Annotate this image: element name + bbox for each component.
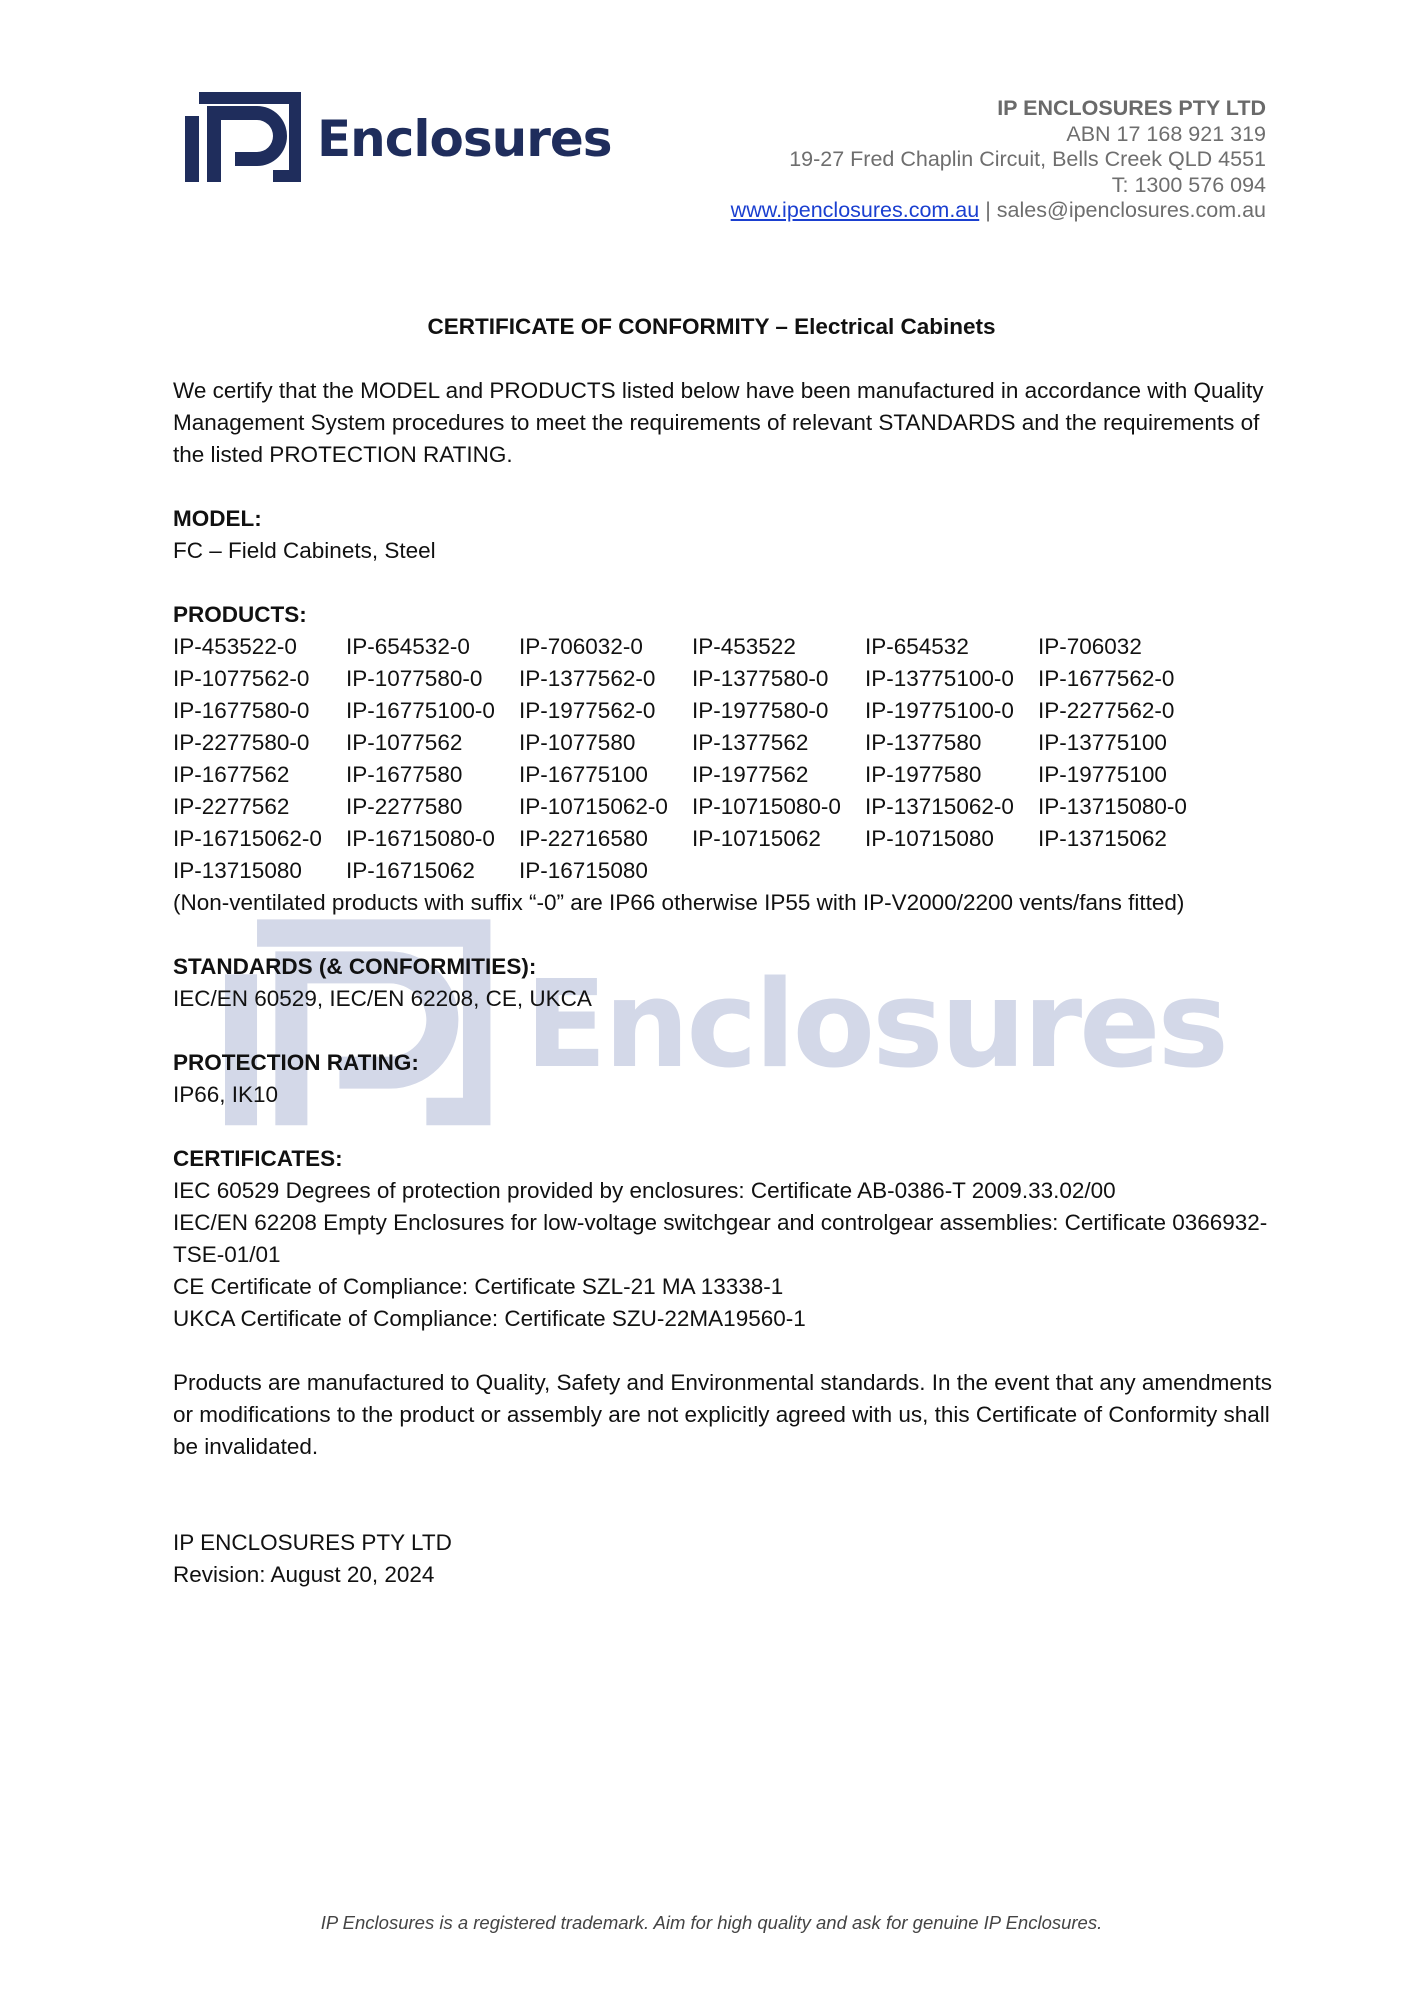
product-code: IP-16775100-0 bbox=[346, 698, 495, 723]
product-code: IP-13715062-0 bbox=[865, 794, 1014, 819]
product-code: IP-1677580-0 bbox=[173, 698, 310, 723]
product-code: IP-1977580 bbox=[865, 762, 982, 787]
product-code: IP-1377562 bbox=[692, 730, 809, 755]
product-code: IP-16775100 bbox=[519, 762, 648, 787]
product-code: IP-1977562 bbox=[692, 762, 809, 787]
product-code: IP-1977562-0 bbox=[519, 698, 656, 723]
product-code: IP-13775100 bbox=[1038, 730, 1167, 755]
signoff-company: IP ENCLOSURES PTY LTD bbox=[173, 1530, 452, 1555]
product-code: IP-16715062-0 bbox=[173, 826, 322, 851]
product-code: IP-1377580-0 bbox=[692, 666, 829, 691]
company-abn: ABN 17 168 921 319 bbox=[1066, 121, 1266, 146]
trademark-footer: IP Enclosures is a registered trademark. Aim for high quality and ask for genuine IP Enclosures. bbox=[320, 1912, 1103, 1933]
product-code: IP-16715080 bbox=[519, 858, 648, 883]
product-code: IP-654532-0 bbox=[346, 634, 470, 659]
product-code: IP-1077562 bbox=[346, 730, 463, 755]
product-code: IP-10715062-0 bbox=[519, 794, 668, 819]
logo-wordmark: Enclosures bbox=[317, 110, 612, 168]
website-link[interactable]: www.ipenclosures.com.au bbox=[730, 198, 980, 222]
model-value: FC – Field Cabinets, Steel bbox=[173, 538, 436, 563]
product-code: IP-1977580-0 bbox=[692, 698, 829, 723]
product-code: IP-13715062 bbox=[1038, 826, 1167, 851]
intro-paragraph: We certify that the MODEL and PRODUCTS listed below have been manufactured in accordance with Quality Management System procedures to meet the requirements of relevant STANDARDS and the requirements of the listed PROTECTION RATING. bbox=[173, 378, 1264, 467]
company-email: sales@ipenclosures.com.au bbox=[996, 198, 1266, 222]
product-code: IP-1677562 bbox=[173, 762, 290, 787]
product-code: IP-654532 bbox=[865, 634, 969, 659]
revision-date: Revision: August 20, 2024 bbox=[173, 1562, 435, 1587]
product-code: IP-1377562-0 bbox=[519, 666, 656, 691]
product-code: IP-10715062 bbox=[692, 826, 821, 851]
certificate-body bbox=[173, 375, 1283, 1591]
standards-value: IEC/EN 60529, IEC/EN 62208, CE, UKCA bbox=[173, 986, 592, 1011]
product-code: IP-16715080-0 bbox=[346, 826, 495, 851]
product-code: IP-2277580 bbox=[346, 794, 463, 819]
products-list bbox=[173, 631, 1283, 887]
document-title: CERTIFICATE OF CONFORMITY – Electrical Cabinets bbox=[427, 314, 996, 339]
product-code: IP-16715062 bbox=[346, 858, 475, 883]
product-code: IP-1077562-0 bbox=[173, 666, 310, 691]
certificate-item: UKCA Certificate of Compliance: Certificate SZU-22MA19560-1 bbox=[173, 1306, 806, 1331]
product-code: IP-13715080 bbox=[173, 858, 302, 883]
watermark-wordmark: Enclosures bbox=[525, 955, 1226, 1095]
product-code: IP-22716580 bbox=[519, 826, 648, 851]
company-web-email bbox=[731, 198, 1266, 224]
protection-heading: PROTECTION RATING: bbox=[173, 1050, 419, 1075]
product-code: IP-1077580-0 bbox=[346, 666, 483, 691]
product-code: IP-13715080-0 bbox=[1038, 794, 1187, 819]
product-code: IP-1677580 bbox=[346, 762, 463, 787]
disclaimer-paragraph: Products are manufactured to Quality, Safety and Environmental standards. In the event that any amendments or modifications to the product or assembly are not explicitly agreed with us, this Certificate of Conformity shall be invalidated. bbox=[173, 1370, 1272, 1459]
product-code: IP-19775100-0 bbox=[865, 698, 1014, 723]
product-code: IP-706032 bbox=[1038, 634, 1142, 659]
company-logo bbox=[185, 86, 612, 186]
certificate-item: CE Certificate of Compliance: Certificate SZL-21 MA 13338-1 bbox=[173, 1274, 784, 1299]
protection-value: IP66, IK10 bbox=[173, 1082, 279, 1107]
company-address: 19-27 Fred Chaplin Circuit, Bells Creek QLD 4551 bbox=[789, 147, 1266, 171]
product-code: IP-10715080-0 bbox=[692, 794, 841, 819]
certificate-item: IEC 60529 Degrees of protection provided by enclosures: Certificate AB-0386-T 2009.33.02/00 bbox=[173, 1178, 1116, 1203]
certificate-item: IEC/EN 62208 Empty Enclosures for low-voltage switchgear and controlgear assemblies: Certificate 0366932-TSE-01/01 bbox=[173, 1210, 1268, 1267]
product-code: IP-19775100 bbox=[1038, 762, 1167, 787]
product-code: IP-10715080 bbox=[865, 826, 994, 851]
product-code: IP-453522-0 bbox=[173, 634, 297, 659]
contact-separator: | bbox=[985, 198, 991, 222]
products-heading: PRODUCTS: bbox=[173, 602, 307, 627]
model-heading: MODEL: bbox=[173, 506, 262, 531]
product-code: IP-706032-0 bbox=[519, 634, 643, 659]
product-code: IP-2277580-0 bbox=[173, 730, 310, 755]
product-code: IP-13775100-0 bbox=[865, 666, 1014, 691]
certificates-heading: CERTIFICATES: bbox=[173, 1146, 343, 1171]
company-name: IP ENCLOSURES PTY LTD bbox=[997, 96, 1266, 120]
company-phone: T: 1300 576 094 bbox=[1111, 172, 1266, 197]
standards-heading: STANDARDS (& CONFORMITIES): bbox=[173, 954, 537, 979]
products-note: (Non-ventilated products with suffix “-0” are IP66 otherwise IP55 with IP-V2000/2200 vents/fans fitted) bbox=[173, 890, 1185, 915]
product-code: IP-1677562-0 bbox=[1038, 666, 1175, 691]
ip-logo-mark-icon bbox=[185, 86, 303, 186]
product-code: IP-1377580 bbox=[865, 730, 982, 755]
product-code: IP-453522 bbox=[692, 634, 796, 659]
company-contact-block bbox=[731, 96, 1266, 224]
product-code: IP-2277562-0 bbox=[1038, 698, 1175, 723]
product-code: IP-2277562 bbox=[173, 794, 290, 819]
product-code: IP-1077580 bbox=[519, 730, 636, 755]
